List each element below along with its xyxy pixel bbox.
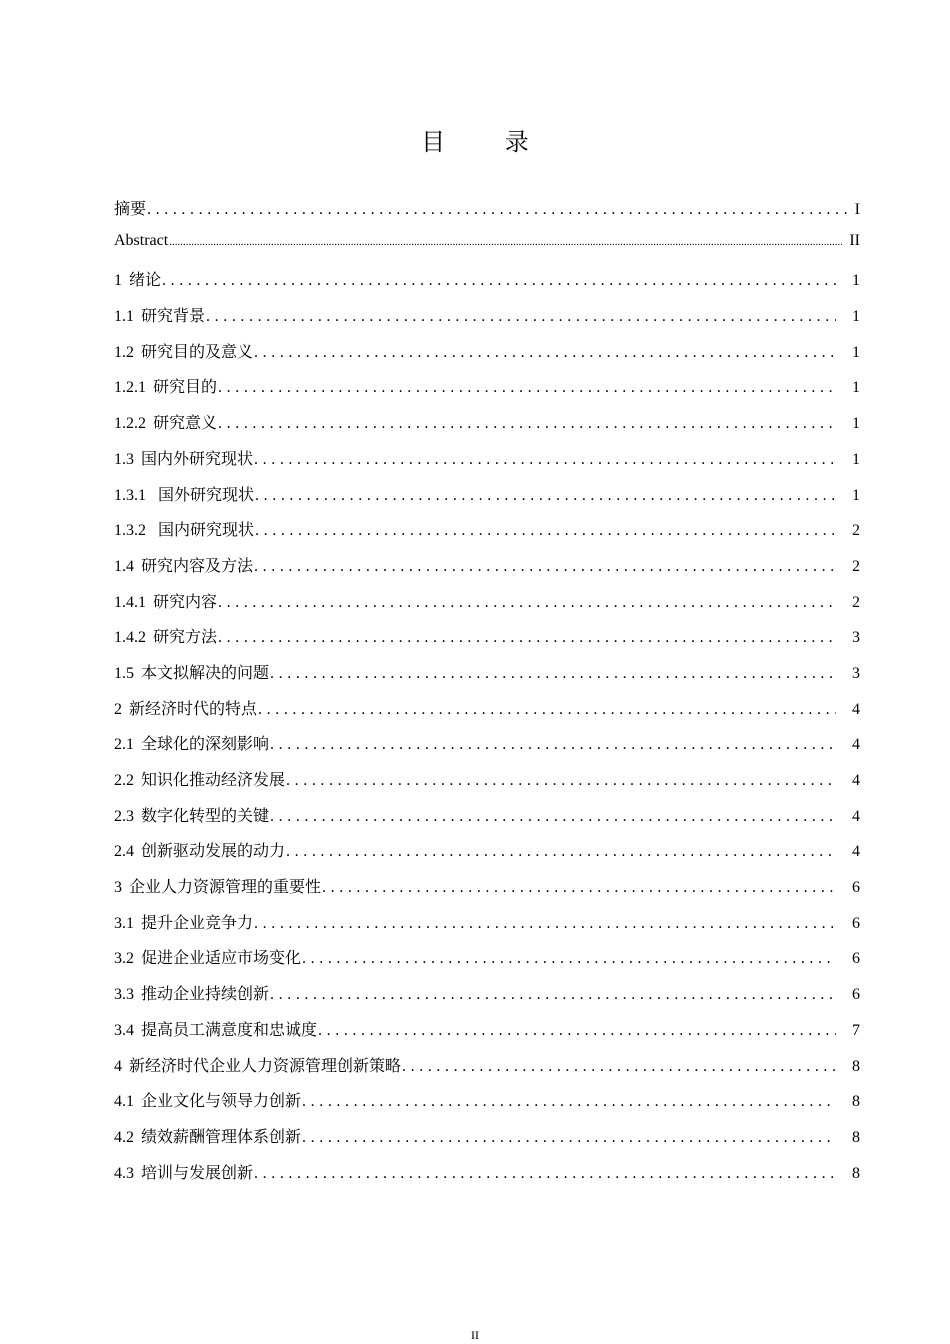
toc-entry-text: 知识化推动经济发展 <box>141 772 286 789</box>
toc-entry-page: 6 <box>852 986 860 1004</box>
toc-entry-number: 3.1 <box>114 914 134 932</box>
toc-entry-title <box>114 1124 301 1147</box>
toc-entry-title <box>114 1053 401 1076</box>
toc-entry[interactable] <box>114 1160 860 1196</box>
toc-entry-title: 摘要 <box>114 201 147 218</box>
toc-entry-number: 2.4 <box>114 843 134 861</box>
toc-entry-text: 国内外研究现状 <box>141 450 254 468</box>
toc-entry[interactable] <box>114 589 860 625</box>
toc-entry-text: 研究内容及方法 <box>141 557 254 575</box>
footer-page-number: II <box>471 1328 479 1342</box>
toc-entry-page: 8 <box>852 1128 860 1146</box>
toc-entry-title: Abstract <box>114 231 169 249</box>
toc-leader-dots <box>302 1129 836 1147</box>
toc-entry-text: 研究意义 <box>153 415 218 433</box>
toc-entry-page: 3 <box>852 664 860 682</box>
toc-entry[interactable] <box>114 446 860 482</box>
toc-entry-page: 1 <box>852 343 860 361</box>
toc-entry-text: 研究目的及意义 <box>141 343 254 361</box>
toc-entry-text: 研究内容 <box>153 593 218 611</box>
toc-entry-title <box>114 374 217 397</box>
toc-entry-page: 4 <box>852 700 860 718</box>
toc-entry-number: 1.2 <box>114 343 134 361</box>
toc-entry-text: 创新驱动发展的动力 <box>141 843 286 861</box>
toc-entry-title <box>114 1088 301 1111</box>
toc-entry-title <box>114 517 254 540</box>
toc-entry-number: 4.2 <box>114 1128 134 1146</box>
toc-entry-text: 研究目的 <box>153 379 218 397</box>
toc-entry-title <box>114 339 253 362</box>
toc-entry[interactable] <box>114 838 860 874</box>
toc-entry-title <box>114 267 161 290</box>
toc-entry-title <box>114 624 217 647</box>
toc-entry-number: 1.5 <box>114 664 134 682</box>
toc-entry-text: 数字化转型的关键 <box>141 807 270 825</box>
toc-entry-title <box>114 803 269 826</box>
toc-entry-text: 新经济时代企业人力资源管理创新策略 <box>129 1057 402 1075</box>
toc-entry-page: 4 <box>852 736 860 754</box>
toc-leader-dots <box>254 1165 836 1183</box>
toc-entry-title <box>114 696 257 719</box>
toc-entry-number: 1.4.1 <box>114 593 146 611</box>
toc-entry-text: 全球化的深刻影响 <box>141 736 270 754</box>
toc-entry-number: 2 <box>114 700 122 718</box>
toc-entry-number: 1.4 <box>114 557 134 575</box>
toc-entry-number: 1 <box>114 272 122 290</box>
toc-entry[interactable] <box>114 767 860 803</box>
toc-leader-dots <box>254 451 836 469</box>
toc-entry-title <box>114 1160 253 1183</box>
toc-entry-abstract-cn[interactable] <box>114 196 860 232</box>
toc-entry-text: 国外研究现状 <box>158 486 255 504</box>
toc-entry[interactable] <box>114 1088 860 1124</box>
toc-entry-number: 1.4.2 <box>114 629 146 647</box>
toc-entry-page: 6 <box>852 879 860 897</box>
toc-entry-title <box>114 446 253 469</box>
toc-entry-number: 3.3 <box>114 986 134 1004</box>
toc-entry-abstract-en[interactable] <box>114 232 860 268</box>
toc-entry-page: II <box>849 231 860 249</box>
toc-leader-dots <box>318 1022 836 1040</box>
toc-leader-dots <box>218 379 836 397</box>
toc-entry-number: 1.2.1 <box>114 379 146 397</box>
toc-entry-page: 1 <box>852 450 860 468</box>
toc-leader-dots <box>169 236 842 248</box>
toc-entry[interactable] <box>114 553 860 589</box>
toc-entry-number: 3.2 <box>114 950 134 968</box>
toc-entry[interactable] <box>114 660 860 696</box>
toc-leader-dots <box>254 344 836 362</box>
toc-entry[interactable] <box>114 874 860 910</box>
toc-entry-number: 1.3.1 <box>114 486 146 504</box>
toc-entry-number: 4 <box>114 1057 122 1075</box>
toc-leader-dots <box>286 843 836 861</box>
toc-entry[interactable] <box>114 410 860 446</box>
toc-leader-dots <box>270 736 836 754</box>
toc-leader-dots <box>258 701 836 719</box>
toc-entry[interactable] <box>114 303 860 339</box>
toc-entry[interactable] <box>114 981 860 1017</box>
toc-entry-title <box>114 981 269 1004</box>
toc-entry-text: 绩效薪酬管理体系创新 <box>141 1128 302 1146</box>
toc-entry-title <box>114 767 285 790</box>
toc-entry-title <box>114 1017 317 1040</box>
toc-entry-title <box>114 553 253 576</box>
toc-entry-page: 8 <box>852 1093 860 1111</box>
toc-leader-dots <box>218 415 836 433</box>
toc-entry-number: 1.1 <box>114 308 134 326</box>
toc-entry-page: 4 <box>852 843 860 861</box>
toc-entry-title <box>114 410 217 433</box>
toc-entry[interactable] <box>114 1124 860 1160</box>
toc-entry-page: 1 <box>852 379 860 397</box>
toc-entry-text: 企业人力资源管理的重要性 <box>129 879 322 897</box>
toc-entry-number: 3.4 <box>114 1021 134 1039</box>
toc-leader-dots <box>162 272 836 290</box>
toc-entry-number: 1.3 <box>114 450 134 468</box>
toc-entry-page: 6 <box>852 914 860 932</box>
toc-entry-page: 3 <box>852 629 860 647</box>
toc-entry-page: 4 <box>852 807 860 825</box>
toc-leader-dots <box>255 487 836 505</box>
toc-leader-dots <box>254 915 836 933</box>
toc-entry[interactable] <box>114 945 860 981</box>
toc-entry-title <box>114 482 254 505</box>
toc-entry-number: 1.2.2 <box>114 415 146 433</box>
toc-leader-dots <box>402 1058 836 1076</box>
toc-leader-dots <box>218 629 836 647</box>
toc-entry-text: 培训与发展创新 <box>141 1164 254 1182</box>
toc-entry-title <box>114 303 205 326</box>
toc-entry-number: 2.2 <box>114 772 134 789</box>
page-title: 目 录 <box>421 128 555 156</box>
toc-entry-page: 1 <box>852 308 860 326</box>
toc-leader-dots <box>322 879 836 897</box>
toc-entry-text: 本文拟解决的问题 <box>141 664 270 682</box>
toc-entry-text: 研究背景 <box>141 308 206 326</box>
toc-entry[interactable] <box>114 803 860 839</box>
toc-entry-text: 新经济时代的特点 <box>129 700 258 718</box>
toc-entry[interactable] <box>114 267 860 303</box>
toc-entry-number: 4.3 <box>114 1164 134 1182</box>
toc-entry[interactable] <box>114 731 860 767</box>
table-of-contents <box>114 196 860 1195</box>
toc-entry[interactable] <box>114 1017 860 1053</box>
toc-leader-dots <box>147 201 848 219</box>
toc-entry-text: 企业文化与领导力创新 <box>141 1093 302 1111</box>
toc-entry-text: 研究方法 <box>153 629 218 647</box>
toc-entry-text: 推动企业持续创新 <box>141 986 270 1004</box>
toc-leader-dots <box>286 772 836 790</box>
toc-entry-page: 2 <box>852 593 860 611</box>
toc-entry-page: 1 <box>852 415 860 433</box>
toc-entry-page: 8 <box>852 1164 860 1182</box>
toc-entry[interactable] <box>114 624 860 660</box>
toc-entry-title <box>114 660 269 683</box>
toc-leader-dots <box>206 308 836 326</box>
toc-entry-page: 1 <box>852 272 860 290</box>
toc-entry-number: 4.1 <box>114 1093 134 1111</box>
toc-entry[interactable] <box>114 696 860 732</box>
toc-entry-text: 提高员工满意度和忠诚度 <box>141 1021 318 1039</box>
toc-leader-dots <box>302 1093 836 1111</box>
toc-entry-number: 1.3.2 <box>114 522 146 540</box>
toc-entry-page: 2 <box>852 557 860 575</box>
toc-entry-page: 1 <box>852 486 860 504</box>
toc-entry[interactable] <box>114 910 860 946</box>
toc-entry-number: 2.1 <box>114 736 134 754</box>
toc-entry-title <box>114 838 285 861</box>
toc-entry-page: 4 <box>852 772 860 789</box>
toc-entry-page: 6 <box>852 950 860 968</box>
toc-entry-page: I <box>854 201 860 218</box>
toc-entry-title <box>114 589 217 612</box>
toc-leader-dots <box>302 950 836 968</box>
toc-entry-page: 2 <box>852 522 860 540</box>
toc-entry-title <box>114 874 321 897</box>
toc-entry[interactable] <box>114 517 860 553</box>
toc-entry-page: 7 <box>852 1021 860 1039</box>
toc-entry-title <box>114 945 301 968</box>
toc-entry[interactable] <box>114 1053 860 1089</box>
toc-leader-dots <box>270 665 836 683</box>
toc-entry-text: 提升企业竞争力 <box>141 914 254 932</box>
toc-entry-title <box>114 910 253 933</box>
toc-entry-text: 国内研究现状 <box>158 522 255 540</box>
toc-leader-dots <box>255 522 836 540</box>
toc-entry[interactable] <box>114 482 860 518</box>
toc-entry[interactable] <box>114 339 860 375</box>
toc-entry-text: 绪论 <box>129 272 162 290</box>
toc-leader-dots <box>218 594 836 612</box>
toc-entry-number: 2.3 <box>114 807 134 825</box>
toc-entry-text: 促进企业适应市场变化 <box>141 950 302 968</box>
toc-leader-dots <box>270 808 836 826</box>
toc-leader-dots <box>270 986 836 1004</box>
toc-entry-number: 3 <box>114 879 122 897</box>
toc-entry-title <box>114 731 269 754</box>
toc-leader-dots <box>254 558 836 576</box>
toc-entry-page: 8 <box>852 1057 860 1075</box>
toc-entry[interactable] <box>114 374 860 410</box>
